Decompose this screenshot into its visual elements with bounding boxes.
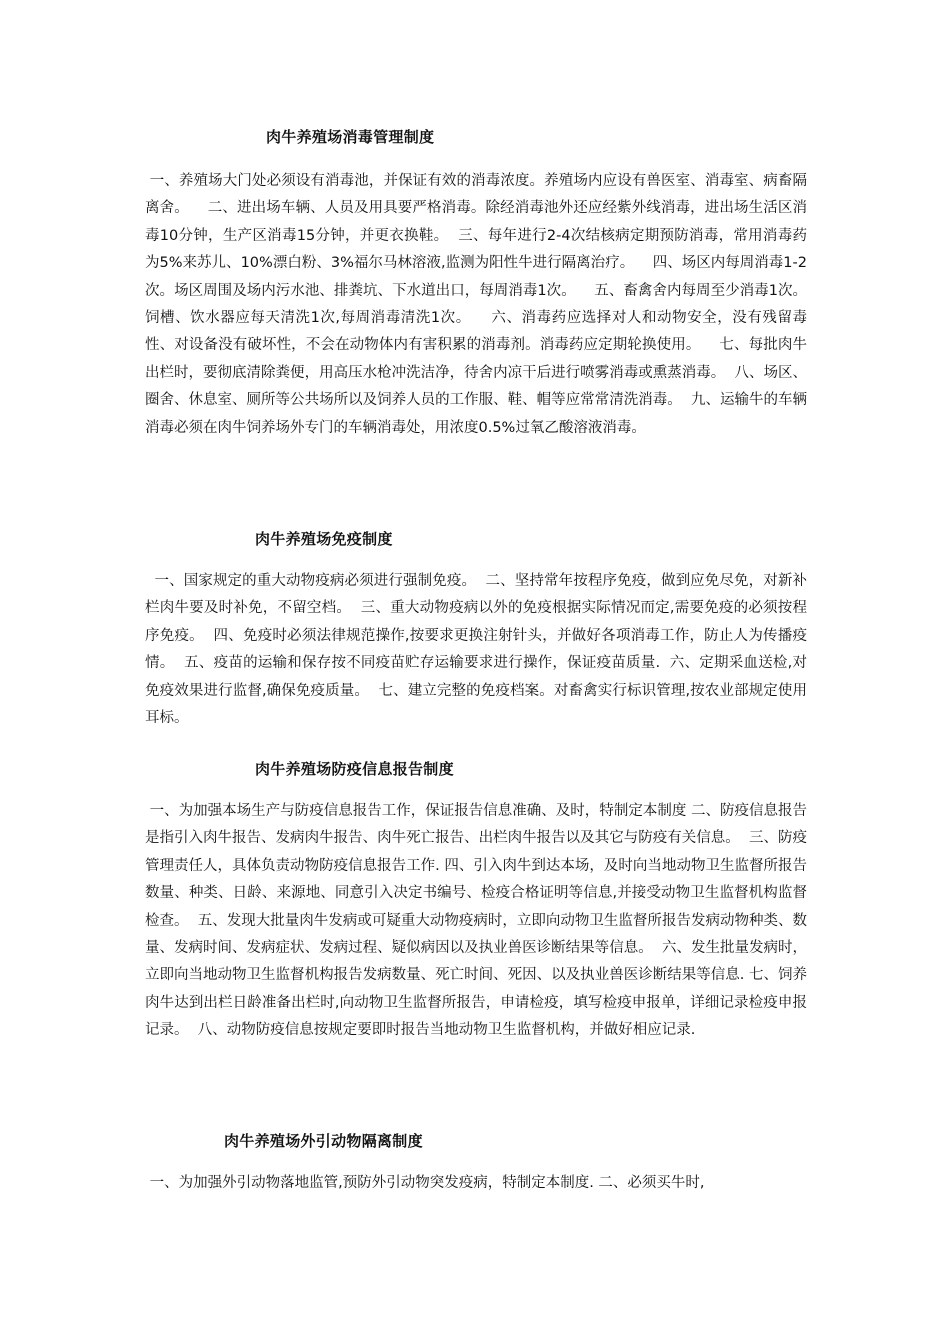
section-body-immunization: 一、国家规定的重大动物疫病必须进行强制免疫。 二、坚持常年按程序免疫，做到应免尽免，对新补栏肉牛要及时补免，不留空档。 三、重大动物疫病以外的免疫根据实际情况而定,需要免疫的必须按程序免疫。 四、免疫时必须法律规范操作,按要求更换注射针头，并做好各项消毒工作，防止人为传播疫情。 五、疫苗的运输和保存按不同疫苗贮存运输要求进行操作，保证疫苗质量. 六、定期采血送检,对免疫效果进行监督,确保免疫质量。 七、建立完整的免疫档案。对畜禽实行标识管理,按农业部规定使用耳标。 (145, 573, 808, 727)
section-title-immunization: 肉牛养殖场免疫制度 (255, 530, 393, 548)
section-title-epidemic-report: 肉牛养殖场防疫信息报告制度 (255, 760, 454, 778)
section-body-isolation: 一、为加强外引动物落地监管,预防外引动物突发疫病，特制定本制度. 二、必须买牛时, (145, 1175, 705, 1191)
section-body-epidemic-report: 一、为加强本场生产与防疫信息报告工作，保证报告信息准确、及时，特制定本制度 二、防疫信息报告是指引入肉牛报告、发病肉牛报告、肉牛死亡报告、出栏肉牛报告以及其它与防疫有关信息。 三、防疫管理责任人，具体负责动物防疫信息报告工作. 四、引入肉牛到达本场，及时向当地动物卫生监督所报告数量、种类、日龄、来源地、同意引入决定书编号、检疫合格证明等信息,并接受动物卫生监督机构监督检查。 五、发现大批量肉牛发病或可疑重大动物疫病时，立即向动物卫生监督所报告发病动物种类、数量、发病时间、发病症状、发病过程、疑似病因以及执业兽医诊断结果等信息。 六、发生批量发病时，立即向当地动物卫生监督机构报告发病数量、死亡时间、死因、以及执业兽医诊断结果等信息. 七、饲养肉牛达到出栏日龄准备出栏时,向动物卫生监督所报告，申请检疫，填写检疫申报单，详细记录检疫申报记录。 八、动物防疫信息按规定要即时报告当地动物卫生监督机构，并做好相应记录. (145, 803, 808, 1039)
section-body-disinfection: 一、养殖场大门处必须设有消毒池，并保证有效的消毒浓度。养殖场内应设有兽医室、消毒室、病畜隔离舍。 二、进出场车辆、人员及用具要严格消毒。除经消毒池外还应经紫外线消毒，进出场生活区消毒10分钟，生产区消毒15分钟，并更衣换鞋。 三、每年进行2-4次结核病定期预防消毒，常用消毒药为5%来苏儿、10%漂白粉、3%福尔马林溶液,监测为阳性牛进行隔离治疗。 四、场区内每周消毒1-2次。场区周围及场内污水池、排粪坑、下水道出口，每周消毒1次。 五、畜禽舍内每周至少消毒1次。饲槽、饮水器应每天清洗1次,每周消毒清洗1次。 六、消毒药应选择对人和动物安全，没有残留毒性、对设备没有破坏性，不会在动物体内有害积累的消毒剂。消毒药应定期轮换使用。 七、每批肉牛出栏时，要彻底清除粪便，用高压水枪冲洗洁净，待舍内凉干后进行喷雾消毒或熏蒸消毒。 八、场区、圈舍、休息室、厕所等公共场所以及饲养人员的工作服、鞋、帽等应常常清洗消毒。 九、运输牛的车辆消毒必须在肉牛饲养场外专门的车辆消毒处，用浓度0.5%过氧乙酸溶液消毒。 (145, 173, 807, 436)
section-title-isolation: 肉牛养殖场外引动物隔离制度 (224, 1132, 423, 1150)
section-title-disinfection: 肉牛养殖场消毒管理制度 (266, 128, 435, 146)
